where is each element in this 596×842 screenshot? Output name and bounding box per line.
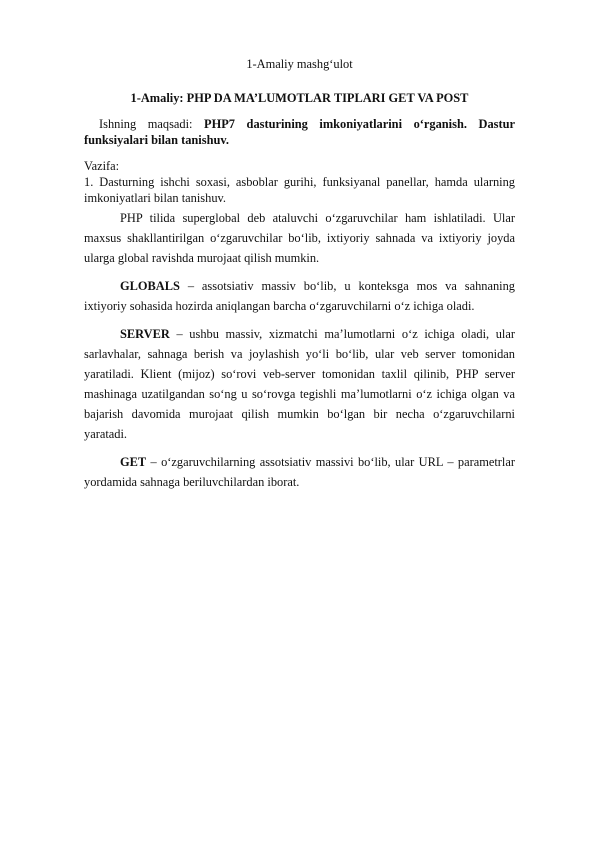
goal-label: Ishning maqsadi: — [99, 117, 193, 131]
task-item: 1. Dasturning ishchi soxasi, asboblar gurihi, funksiyanal panellar, hamda ularning imkoniyatlari bilan tanishuv. — [84, 175, 515, 205]
document-heading: 1-Amaliy: PHP DA MA’LUMOTLAR TIPLARI GET VA POST — [130, 91, 469, 105]
definition-text: – o‘zgaruvchilarning assotsiativ massivi bo‘lib, ular URL – parametrlar yordamida sahnaga beriluvchilardan iborat. — [84, 455, 515, 489]
definition-globals — [84, 276, 515, 316]
intro-paragraph: PHP tilida superglobal deb ataluvchi o‘zgaruvchilar ham ishlatiladi. Ular maxsus shakllantirilgan o‘zgaruvchilar bo‘lib, ixtiyoriy sahnada va ixtiyoriy joyda ularga global ravishda murojaat qilish mumkin. — [84, 211, 515, 265]
goal-text: PHP7 dasturining imkoniyatlarini o‘rganish. Dastur funksiyalari bilan tanishuv. — [84, 117, 515, 147]
definition-term: SERVER — [120, 327, 170, 341]
document-page — [84, 56, 515, 492]
definition-term: GLOBALS — [120, 279, 180, 293]
definition-get — [84, 452, 515, 492]
definition-text: – assotsiativ massiv bo‘lib, u konteksga mos va sahnaning ixtiyoriy sohasida hozirda aniqlangan barcha o‘zgaruvchilarni o‘z ichiga oladi. — [84, 279, 515, 313]
definition-text: – ushbu massiv, xizmatchi ma’lumotlarni o‘z ichiga oladi, ular sarlavhalar, sahnaga berish va joylashish yo‘li bo‘lib, ular veb server tomonidan yaratiladi. Klient (mijoz) so‘rovi veb-server tomonidan taxlil qilinib, PHP server mashinaga uzatilgandan so‘ng u so‘rovga tegishli ma’lumotlarni o‘z ichiga olgan va bajarish davomida murojaat qilish mumkin bo‘lgan bir necha o‘zgaruvchilarni yaratadi. — [84, 327, 515, 441]
task-title: Vazifa: — [84, 159, 120, 173]
document-subtitle: 1-Amaliy mashg‘ulot — [246, 57, 353, 71]
definition-server — [84, 324, 515, 444]
goal-paragraph — [84, 116, 515, 148]
definition-term: GET — [120, 455, 147, 469]
